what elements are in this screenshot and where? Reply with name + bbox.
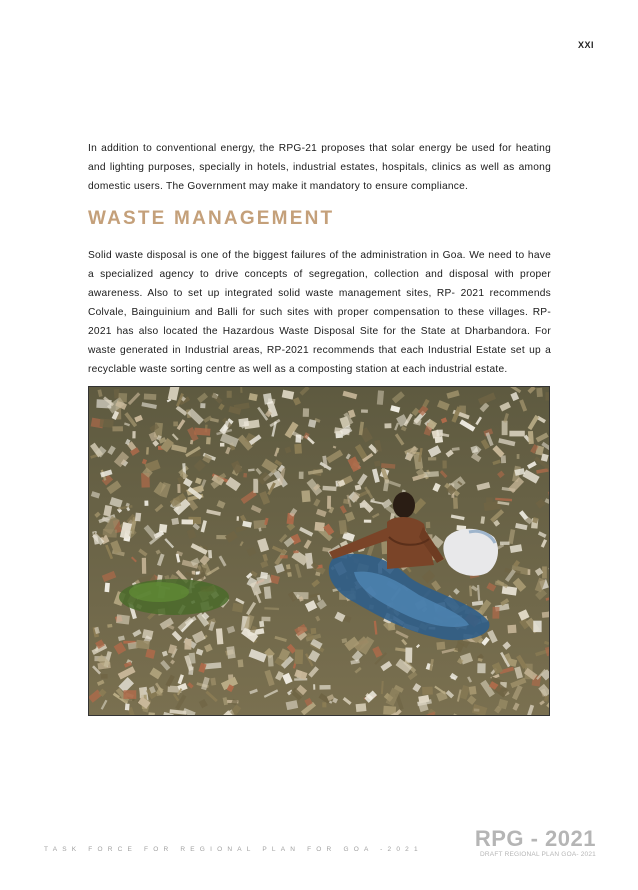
footer-brand-subtitle: DRAFT REGIONAL PLAN GOA- 2021 <box>480 851 596 858</box>
footer-task-force-label: TASK FORCE FOR REGIONAL PLAN FOR GOA -2021 <box>44 846 423 853</box>
section-heading-waste-management: WASTE MANAGEMENT <box>88 208 335 229</box>
waste-photo <box>88 386 550 716</box>
intro-paragraph: In addition to conventional energy, the RPG-21 proposes that solar energy be used for heating and lighting purposes, specially in hotels, industrial estates, hospitals, clinics as well as among domestic users. The Government may make it mandatory to ensure compliance. <box>88 143 551 192</box>
waste-photo-illustration <box>89 387 550 716</box>
page-number: XXI <box>577 40 594 50</box>
waste-management-paragraph: Solid waste disposal is one of the biggest failures of the administration in Goa. We need to have a specialized agency to drive concepts of segregation, collection and disposal with proper awareness. Also to set up integrated solid waste management sites, RP- 2021 recommends Colvale, Bainguinium and Balli for such sites with proper compensation to these villages. RP-2021 has also located the Hazardous Waste Disposal Site for the State at Dharbandora. For waste generated in Industrial areas, RP-2021 recommends that each Industrial Estate set up a recyclable waste sorting centre as well as a composting station at each industrial estate. <box>88 250 551 375</box>
footer-brand <box>475 828 596 858</box>
footer-brand-title: RPG - 2021 <box>474 826 596 851</box>
